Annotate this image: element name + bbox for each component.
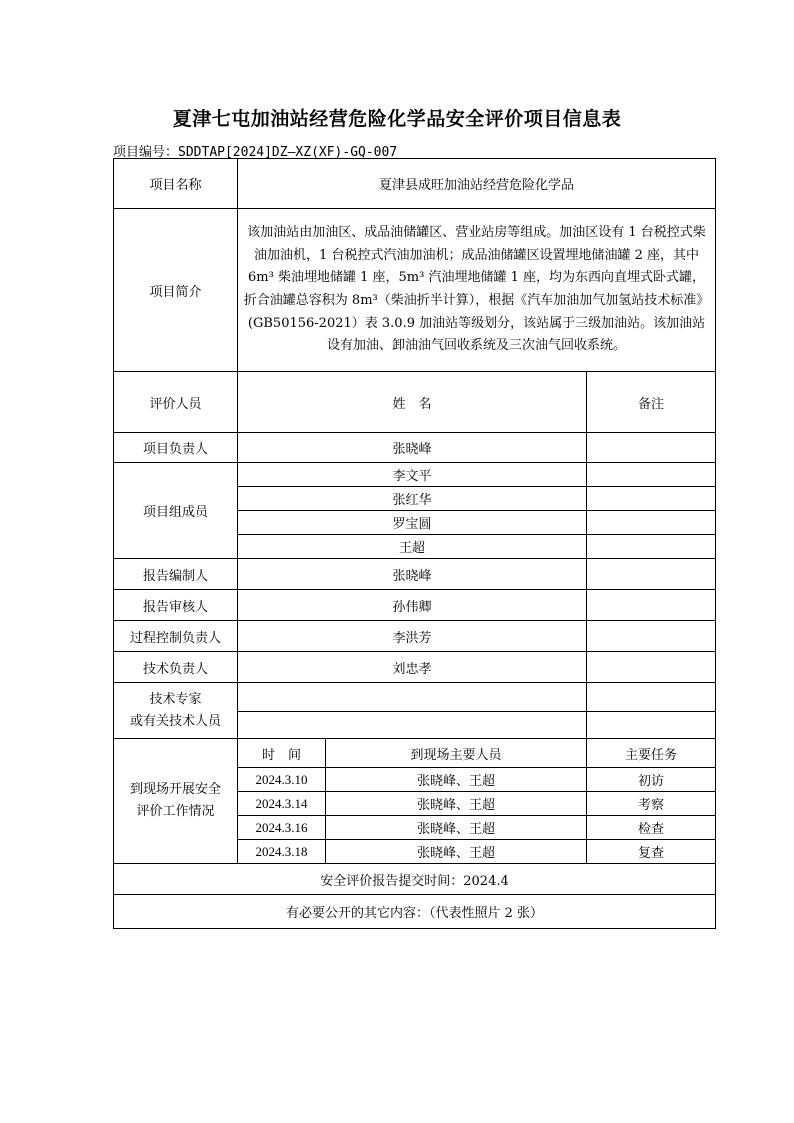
member-name: 王超 [238, 535, 587, 559]
visit-people: 张晓峰、王超 [326, 840, 587, 864]
people-header: 到现场主要人员 [326, 739, 587, 768]
compiler-note [587, 559, 716, 590]
compiler-name: 张晓峰 [238, 559, 587, 590]
process-control-name: 李洪芳 [238, 621, 587, 652]
member-note [587, 463, 716, 487]
member-note [587, 535, 716, 559]
compiler-label: 报告编制人 [114, 559, 238, 590]
project-name-label: 项目名称 [114, 159, 238, 209]
expert-label-line1: 技术专家 [149, 691, 202, 707]
visit-date: 2024.3.16 [238, 816, 326, 840]
leader-label: 项目负责人 [114, 433, 238, 463]
reviewer-name: 孙伟卿 [238, 590, 587, 621]
expert-note [587, 683, 716, 712]
compiler-row [114, 559, 716, 590]
site-work-label-line1: 到现场开展安全 [130, 782, 222, 797]
expert-row [114, 683, 716, 712]
process-control-note [587, 621, 716, 652]
member-name: 罗宝圆 [238, 511, 587, 535]
page-title: 夏津七屯加油站经营危险化学品安全评价项目信息表 [172, 108, 622, 130]
expert-name [238, 683, 587, 712]
tech-lead-label: 技术负责人 [114, 652, 238, 683]
reviewer-row [114, 590, 716, 621]
site-work-header-row [114, 739, 716, 768]
visit-task: 初访 [587, 768, 716, 792]
visit-people: 张晓峰、王超 [326, 792, 587, 816]
staff-header-row [114, 372, 716, 433]
expert-label-line2: 或有关技术人员 [130, 713, 222, 729]
role-header: 评价人员 [114, 372, 238, 433]
project-intro-text: 该加油站由加油区、成品油储罐区、营业站房等组成。加油区设有 1 台税控式柴油加油机，1 台税控式汽油加油机；成品油储罐区设置埋地储油罐 2 座，其中 6m³ 柴油埋地储罐 1 座，5m³ 汽油埋地储罐 1 座，均为东西向直埋式卧式罐，折合油罐总容积为 8m³（柴油折半计算），根据《汽车加油加气加氢站技术标准》(GB50156-2021）表 3.0.9 加油站等级划分，该站属于三级加油站。该加油站设有加油、卸油油气回收系统及三次油气回收系统。 [238, 209, 716, 372]
visit-date: 2024.3.18 [238, 840, 326, 864]
project-code-value: SDDTAP[2024]DZ—XZ(XF)-GQ-007 [178, 145, 398, 160]
members-label: 项目组成员 [114, 463, 238, 559]
process-control-label: 过程控制负责人 [114, 621, 238, 652]
tech-lead-note [587, 652, 716, 683]
visit-date: 2024.3.10 [238, 768, 326, 792]
expert-note [587, 712, 716, 739]
visit-people: 张晓峰、王超 [326, 768, 587, 792]
project-code-label: 项目编号： [113, 145, 179, 160]
submit-time: 安全评价报告提交时间：2024.4 [114, 864, 716, 895]
time-header: 时 间 [238, 739, 326, 768]
visit-people: 张晓峰、王超 [326, 816, 587, 840]
note-header: 备注 [587, 372, 716, 433]
name-header: 姓 名 [238, 372, 587, 433]
visit-task: 复查 [587, 840, 716, 864]
submit-time-row [114, 864, 716, 895]
reviewer-note [587, 590, 716, 621]
project-info-table [113, 158, 716, 929]
reviewer-label: 报告审核人 [114, 590, 238, 621]
leader-name: 张晓峰 [238, 433, 587, 463]
project-intro-row [114, 209, 716, 372]
expert-name [238, 712, 587, 739]
project-name-value: 夏津县成旺加油站经营危险化学品 [238, 159, 716, 209]
leader-note [587, 433, 716, 463]
visit-task: 检查 [587, 816, 716, 840]
leader-row [114, 433, 716, 463]
site-work-label [114, 739, 238, 864]
site-work-label-line2: 评价工作情况 [136, 804, 215, 819]
member-row [114, 463, 716, 487]
member-note [587, 511, 716, 535]
process-control-row [114, 621, 716, 652]
task-header: 主要任务 [587, 739, 716, 768]
member-name: 李文平 [238, 463, 587, 487]
expert-label [114, 683, 238, 739]
member-note [587, 487, 716, 511]
tech-lead-row [114, 652, 716, 683]
member-name: 张红华 [238, 487, 587, 511]
other-public-row [114, 895, 716, 929]
visit-task: 考察 [587, 792, 716, 816]
project-intro-label: 项目简介 [114, 209, 238, 372]
other-public-content: 有必要公开的其它内容：（代表性照片 2 张） [114, 895, 716, 929]
tech-lead-name: 刘忠孝 [238, 652, 587, 683]
project-name-row [114, 159, 716, 209]
visit-date: 2024.3.14 [238, 792, 326, 816]
